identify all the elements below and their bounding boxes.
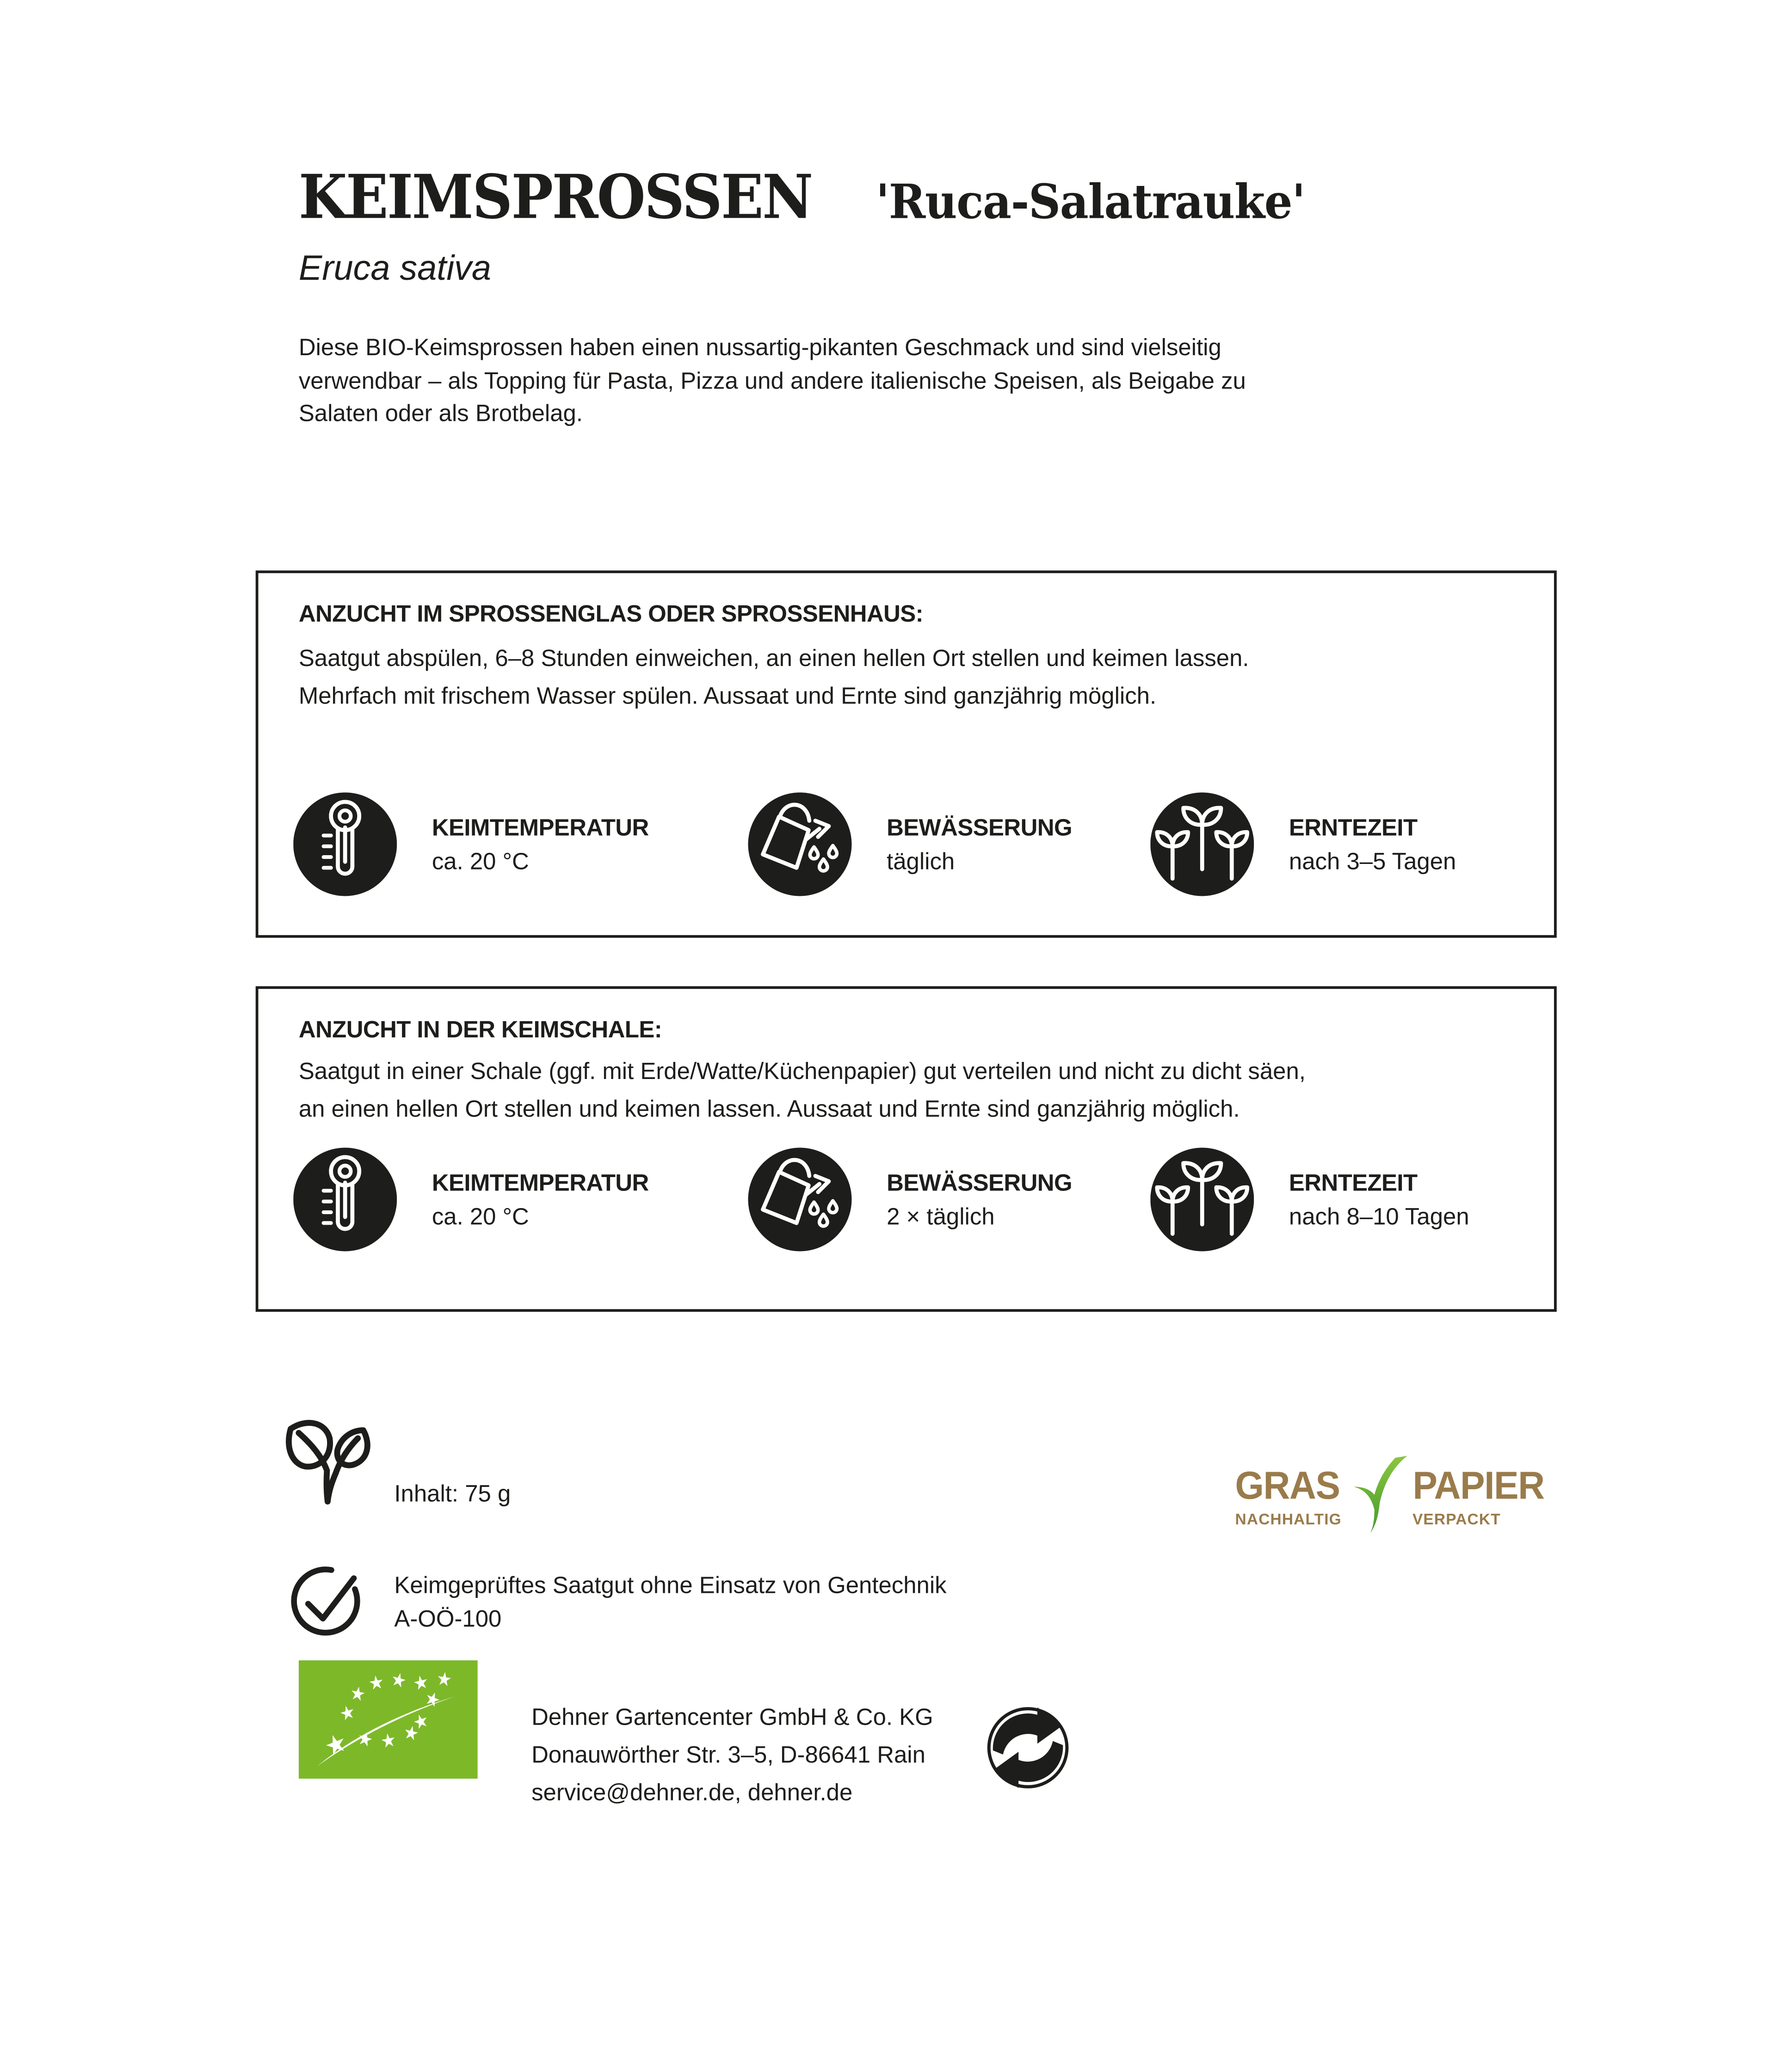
certification-line: Keimgeprüftes Saatgut ohne Einsatz von Gentechnik: [394, 1571, 947, 1598]
instruction-box-sprossenglas: [256, 570, 1557, 937]
gras-logo-right: [1412, 1456, 1551, 1529]
green-checkmark-icon: [1350, 1456, 1407, 1534]
product-name: KEIMSPROSSEN: [298, 161, 812, 233]
certification-line: A-OÖ-100: [394, 1605, 502, 1632]
fact-bewaesserung: [748, 1147, 1072, 1251]
eu-organic-logo: [299, 1660, 478, 1779]
fact-label: BEWÄSSERUNG: [887, 813, 1072, 840]
box-body-line: Saatgut in einer Schale (ggf. mit Erde/Watte/Küchenpapier) gut verteilen und nicht zu dicht säen,: [298, 1057, 1306, 1085]
fact-value: ca. 20 °C: [432, 1202, 529, 1229]
fact-value: 2 × täglich: [887, 1202, 995, 1229]
fact-text: [1289, 1169, 1469, 1231]
sprouts-icon: [1150, 792, 1254, 896]
verpackt-word: VERPACKT: [1412, 1512, 1501, 1529]
company-line: service@dehner.de, dehner.de: [531, 1778, 853, 1806]
fact-text: [887, 814, 1072, 876]
fact-text: [887, 1169, 1072, 1231]
company-line: Dehner Gartencenter GmbH & Co. KG: [531, 1703, 933, 1731]
nachhaltig-word: NACHHALTIG: [1235, 1512, 1342, 1529]
page-title: [299, 161, 1332, 233]
watering-can-icon: [748, 792, 851, 896]
thermometer-icon: [293, 792, 397, 896]
botanical-name: Eruca sativa: [298, 247, 492, 288]
box-body-line: Mehrfach mit frischem Wasser spülen. Aussaat und Ernte sind ganzjährig möglich.: [298, 681, 1157, 709]
papier-word: PAPIER: [1412, 1465, 1544, 1509]
fact-erntezeit: [1150, 1147, 1469, 1251]
box-body-line: Saatgut abspülen, 6–8 Stunden einweichen, an einen hellen Ort stellen und keimen lassen.: [298, 644, 1249, 672]
fact-text: [432, 814, 649, 876]
fact-label: KEIMTEMPERATUR: [432, 1168, 649, 1196]
fact-label: KEIMTEMPERATUR: [432, 813, 649, 840]
product-description: [299, 331, 1246, 430]
fact-erntezeit: [1150, 792, 1456, 896]
box-heading: ANZUCHT IM SPROSSENGLAS ODER SPROSSENHAUS:: [298, 600, 924, 627]
fact-label: BEWÄSSERUNG: [887, 1168, 1072, 1196]
gras-word: GRAS: [1235, 1465, 1340, 1509]
fact-keimtemperatur: [293, 792, 649, 896]
fact-label: ERNTEZEIT: [1289, 813, 1418, 840]
description-line: verwendbar – als Topping für Pasta, Pizza und andere italienische Speisen, als Beigabe zu: [298, 366, 1246, 394]
sprouts-icon: [1150, 1147, 1254, 1251]
variety-name: 'Ruca-Salatrauke': [876, 175, 1305, 230]
description-line: Diese BIO-Keimsprossen haben einen nussartig-pikanten Geschmack und sind vielseitig: [298, 333, 1221, 361]
description-line: Salaten oder als Brotbelag.: [298, 399, 583, 427]
fact-value: nach 8–10 Tagen: [1289, 1202, 1469, 1229]
gras-papier-logo: [1235, 1456, 1551, 1534]
fact-value: ca. 20 °C: [432, 847, 529, 874]
thermometer-icon: [293, 1147, 397, 1251]
fact-text: [1289, 814, 1456, 876]
box-body: [299, 641, 1249, 715]
box-heading: ANZUCHT IN DER KEIMSCHALE:: [298, 1016, 662, 1043]
content-amount: Inhalt: 75 g: [394, 1480, 511, 1507]
gruener-punkt-recycling-icon: [986, 1706, 1069, 1789]
fact-keimtemperatur: [293, 1147, 649, 1251]
certification-text: [394, 1569, 946, 1636]
check-circle-icon: [288, 1563, 364, 1639]
fact-value: täglich: [887, 847, 955, 874]
company-address: [531, 1698, 933, 1811]
instruction-box-keimschale: [256, 986, 1557, 1312]
box-body-line: an einen hellen Ort stellen und keimen lassen. Aussaat und Ernte sind ganzjährig möglich.: [298, 1094, 1240, 1122]
gras-logo-left: [1235, 1456, 1345, 1529]
fact-value: nach 3–5 Tagen: [1289, 847, 1456, 874]
fact-text: [432, 1169, 649, 1231]
sprout-leaves-icon: [280, 1418, 376, 1507]
box-body: [299, 1054, 1306, 1128]
watering-can-icon: [748, 1147, 851, 1251]
company-line: Donauwörther Str. 3–5, D-86641 Rain: [531, 1741, 925, 1768]
fact-bewaesserung: [748, 792, 1072, 896]
fact-label: ERNTEZEIT: [1289, 1168, 1418, 1196]
